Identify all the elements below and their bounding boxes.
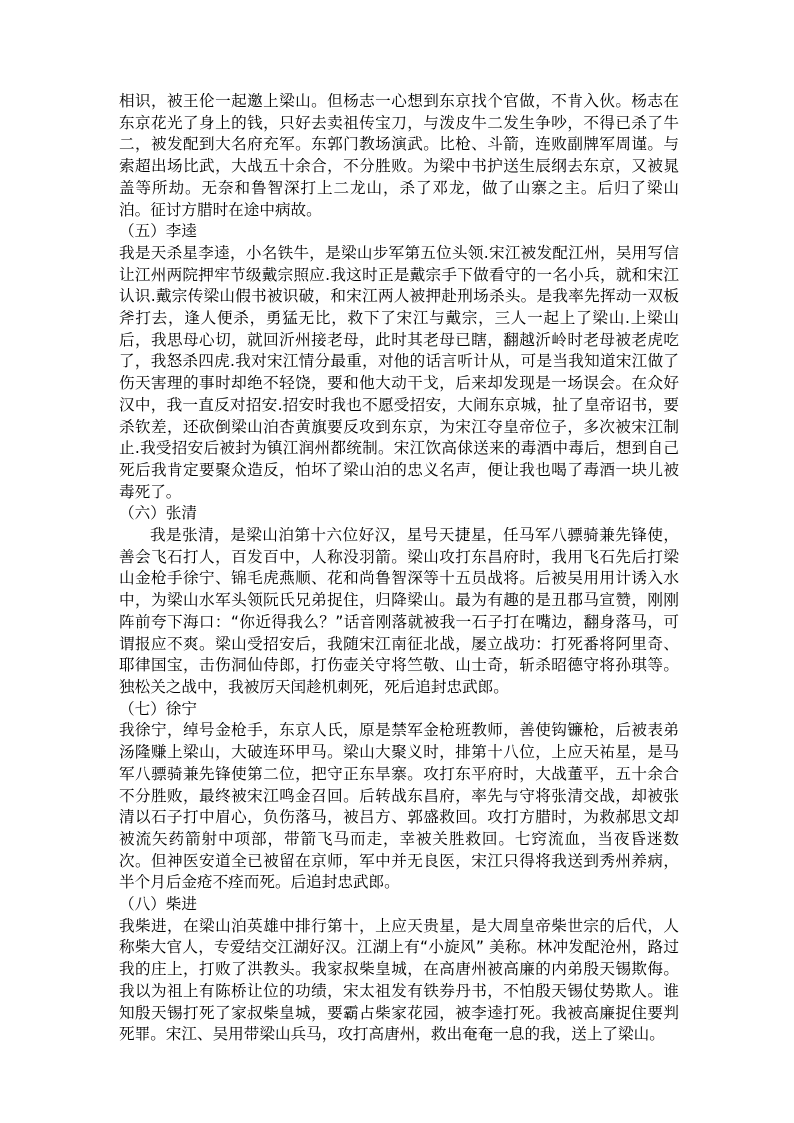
document-page xyxy=(119,91,679,1046)
paragraph-li-kui: 我是天杀星李逵，小名铁牛，是梁山步军第五位头领.宋江被发配江州，吴用写信让江州两院押牢节级戴宗照应.我这时正是戴宗手下做看守的一名小兵，就和宋江认识.戴宗传梁山假书被识破，和宋江两人被押赴刑场杀头。是我率先挥动一双板斧打去，逢人便杀，勇猛无比，救下了宋江与戴宗，三人一起上了梁山.上梁山后，我思母心切，就回沂州接老母，此时其老母已瞎，翻越沂岭时老母被老虎吃了，我怒杀四虎.我对宋江情分最重，对他的话言听计从，可是当我知道宋江做了伤天害理的事时却绝不轻饶，要和他大动干戈，后来却发现是一场误会。在众好汉中，我一直反对招安.招安时我也不愿受招安，大闹东京城，扯了皇帝诏书，要杀钦差，还砍倒梁山泊杏黄旗要反攻到东京，为宋江夺皇帝位子，多次被宋江制止.我受招安后被封为镇江润州都统制。宋江饮高俅送来的毒酒中毒后，想到自己死后我肯定要聚众造反，怕坏了梁山泊的忠义名声，便让我也喝了毒酒一块儿被毒死了。 xyxy=(119,243,679,501)
section-heading-xu-ning: （七）徐宁 xyxy=(119,699,197,718)
section-heading-li-kui: （五）李逵 xyxy=(119,222,197,241)
section-heading-chai-jin: （八）柴进 xyxy=(119,895,197,914)
paragraph-chai-jin: 我柴进，在梁山泊英雄中排行第十，上应天贵星，是大周皇帝柴世宗的后代，人称柴大官人，专爱结交江湖好汉。江湖上有“小旋风” 美称。林冲发配沧州，路过我的庄上，打败了洪教头。我家叔柴皇城，在高唐州被高廉的内弟殷天锡欺侮。我以为祖上有陈桥让位的功绩，宋太祖发有铁券丹书，不怕殷天锡仗势欺人。谁知殷天锡打死了家叔柴皇城，要霸占柴家花园，被李逵打死。我被高廉捉住要判死罪。宋江、吴用带梁山兵马，攻打高唐州，救出奄奄一息的我，送上了梁山。 xyxy=(119,916,679,1044)
paragraph-zhang-qing: 我是张清，是梁山泊第十六位好汉，星号天捷星，任马军八骠骑兼先锋使，善会飞石打人，百发百中，人称没羽箭。梁山攻打东昌府时，我用飞石先后打梁山金枪手徐宁、锦毛虎燕顺、花和尚鲁智深等十五员战将。后被吴用用计诱入水中，为梁山水军头领阮氏兄弟捉住，归降梁山。最为有趣的是丑郡马宣赞，刚刚阵前夸下海口：“你近得我么？”话音刚落就被我一石子打在嘴边，翻身落马，可谓报应不爽。梁山受招安后，我随宋江南征北战，屡立战功：打死番将阿里奇、耶律国宝，击伤洞仙侍郎，打伤壶关守将竺敬、山士奇，斩杀昭德守将孙琪等。独松关之战中，我被厉天闰趁机刺死，死后追封忠武郎。 xyxy=(119,526,679,696)
section-heading-zhang-qing: （六）张清 xyxy=(119,504,197,523)
paragraph-xu-ning: 我徐宁，绰号金枪手，东京人氏，原是禁军金枪班教师，善使钩镰枪，后被表弟汤隆赚上梁山，大破连环甲马。梁山大聚义时，排第十八位，上应天祐星，是马军八骠骑兼先锋使第二位，把守正东旱寨。攻打东平府时，大战董平，五十余合不分胜败，最终被宋江鸣金召回。后转战东昌府，率先与守将张清交战，却被张清以石子打中眉心，负伤落马，被吕方、郭盛救回。攻打方腊时，为救郝思文却被流矢药箭射中项部，带箭飞马而走，幸被关胜救回。七窍流血，当夜昏迷数次。但神医安道全已被留在京师，军中并无良医，宋江只得将我送到秀州养病，半个月后金疮不痊而死。后追封忠武郎。 xyxy=(119,721,679,892)
paragraph-yang-zhi: 相识，被王伦一起邀上梁山。但杨志一心想到东京找个官做，不肯入伙。杨志在东京花光了身上的钱，只好去卖祖传宝刀，与泼皮牛二发生争吵，不得已杀了牛二，被发配到大名府充军。东郭门教场演武。比枪、斗箭，连败副牌军周谨。与索超出场比武，大战五十余合，不分胜败。为梁中书护送生辰纲去东京，又被晁盖等所劫。无奈和鲁智深打上二龙山，杀了邓龙，做了山寨之主。后归了梁山泊。征讨方腊时在途中病故。 xyxy=(119,92,679,219)
